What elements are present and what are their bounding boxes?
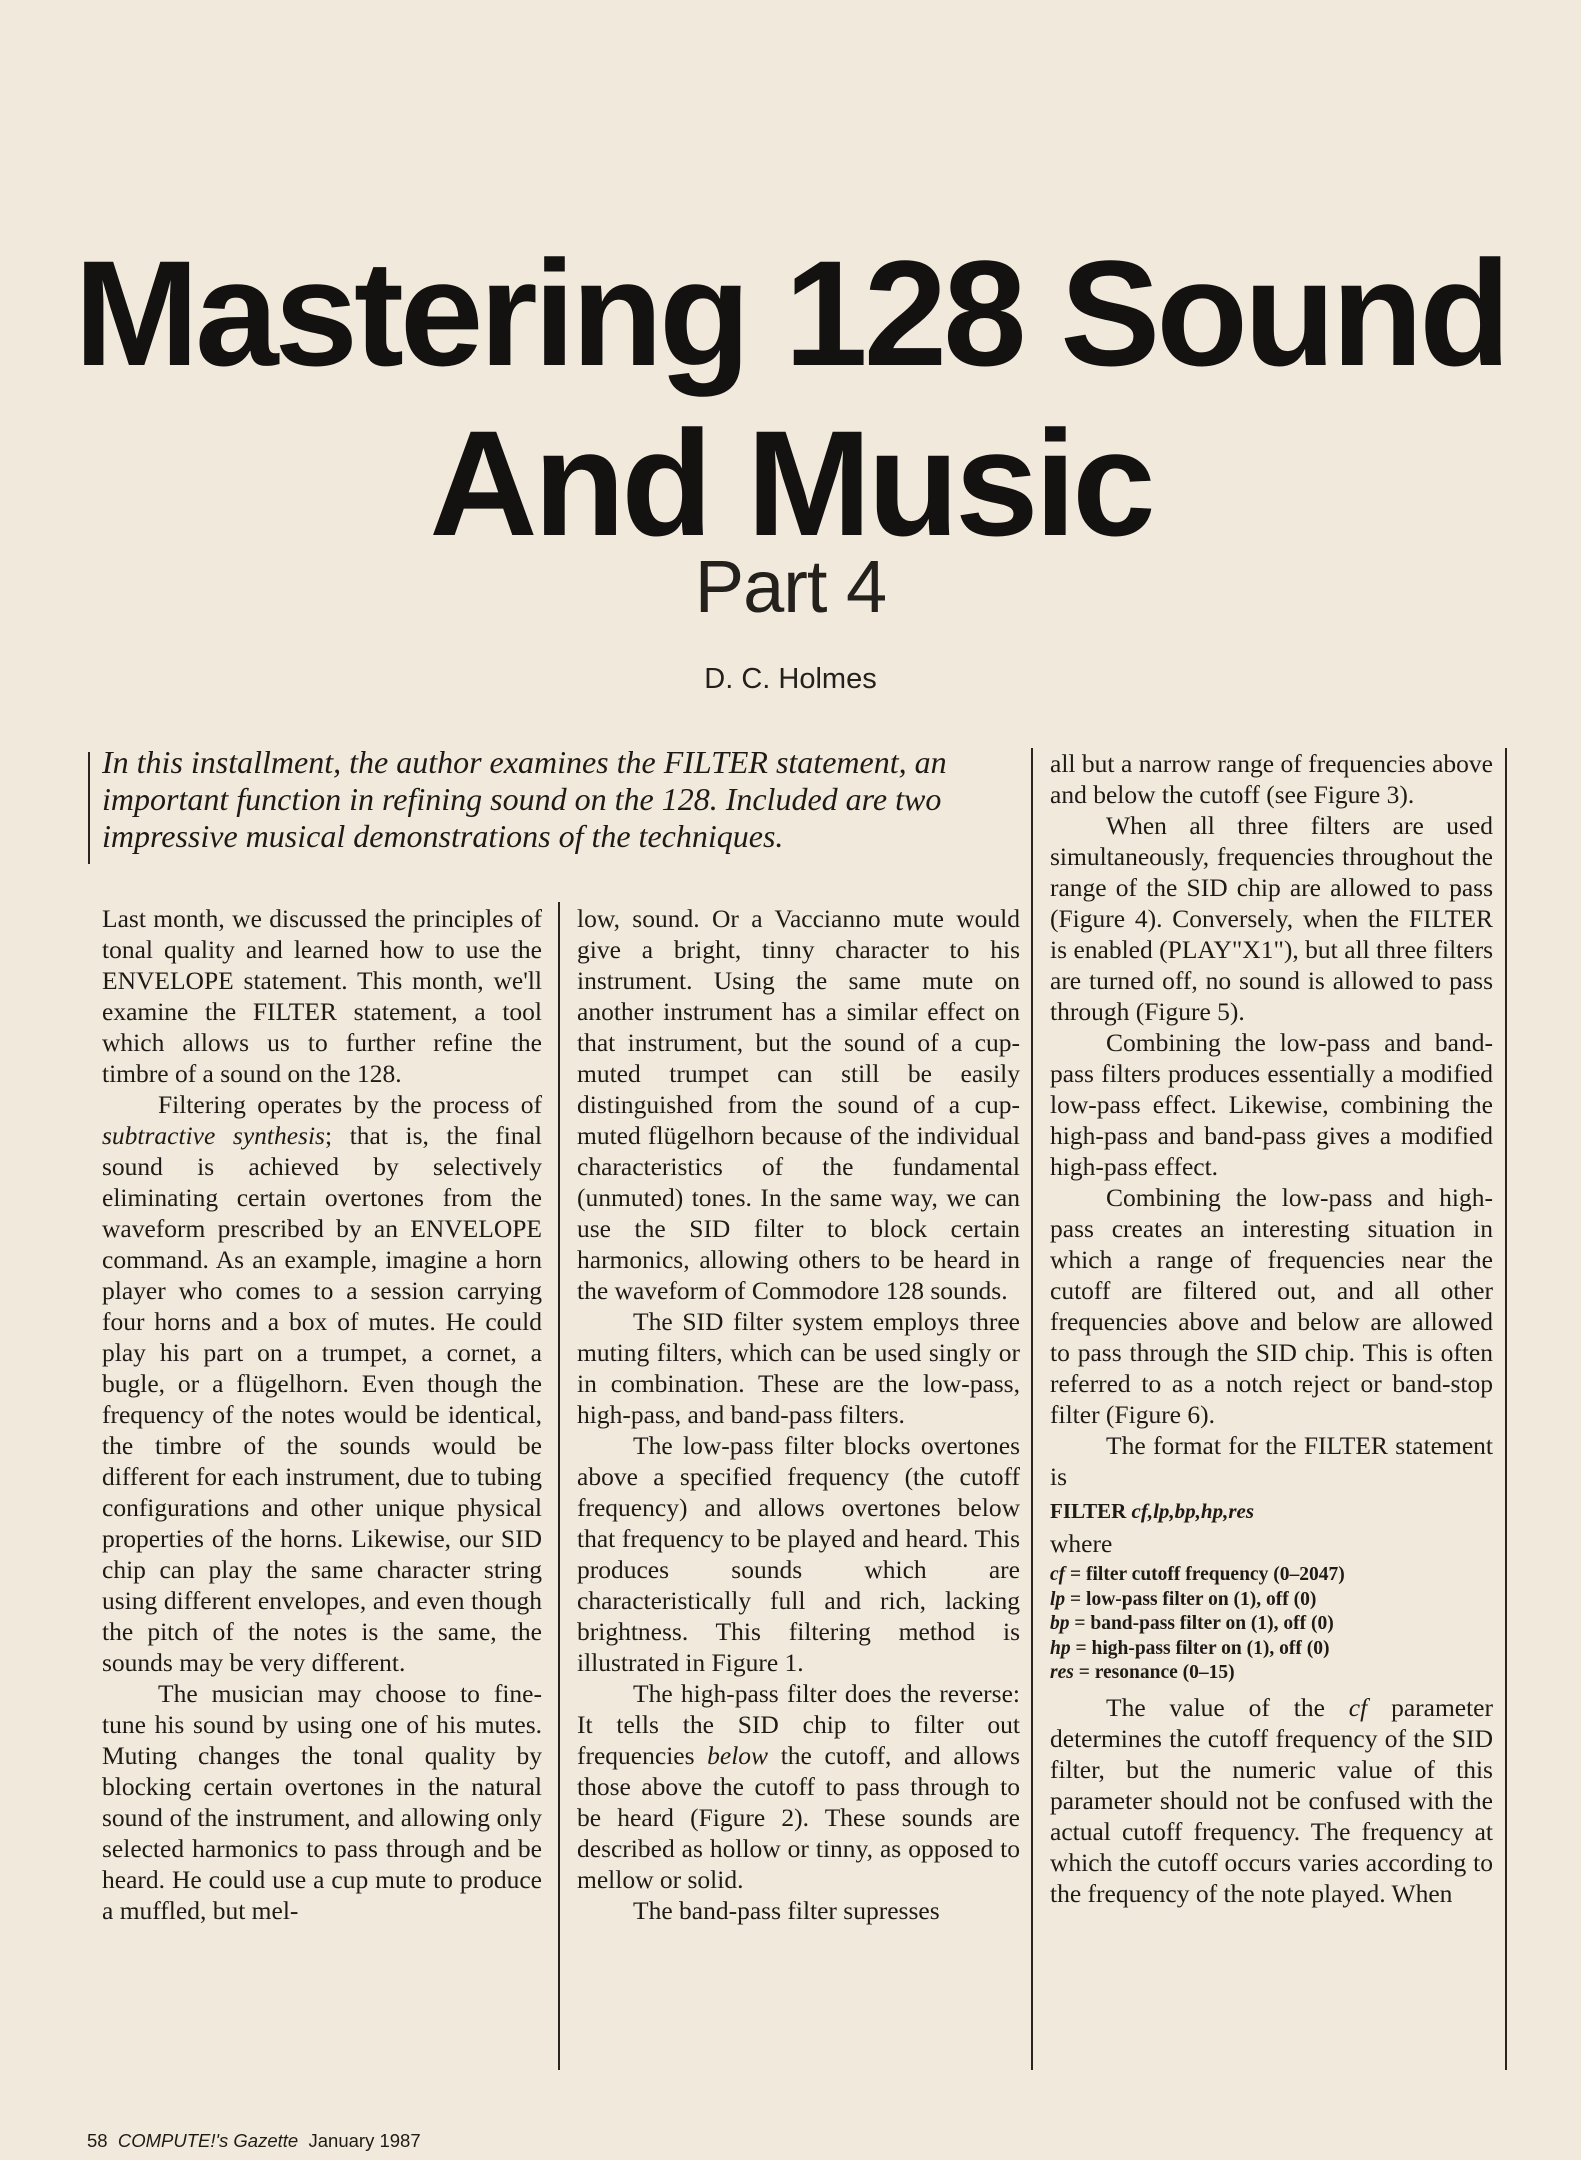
code-keyword: FILTER	[1050, 1499, 1127, 1523]
definition-text: = filter cutoff frequency (0–2047)	[1070, 1564, 1345, 1585]
paragraph: where	[1050, 1529, 1113, 1558]
definition-row	[1050, 1588, 1493, 1613]
paragraph: Combining the low-pass and band-pass filters produces essentially a modified low-pass effect. Likewise, combining the high-pass and band-pass gives a modified high-pass effect.	[1050, 1028, 1493, 1181]
paragraph: Combining the low-pass and high-pass creates an interesting situation in which a range of frequencies near the cutoff are filtered out, and all other frequencies above and below are allowed to pass through the SID chip. This is often referred to as a notch reject or band-stop filter (Figure 6).	[1050, 1183, 1493, 1429]
paragraph	[1050, 1692, 1493, 1909]
column-rule-2	[1031, 748, 1033, 2070]
definition-row	[1050, 1661, 1493, 1686]
paragraph: The low-pass filter blocks overtones above a specified frequency (the cutoff frequency) and allows overtones below that frequency to be played and heard. This produces sounds which are characteristically full and rich, lacking brightness. This filtering method is illustrated in Figure 1.	[577, 1431, 1020, 1677]
page-number: 58	[87, 2130, 108, 2151]
definition-symbol: bp	[1050, 1613, 1070, 1634]
article-column-1	[102, 903, 542, 1926]
text-run: ; that is, the final sound is achieved by selectively eliminating certain overtones from the waveform prescribed by an ENVELOPE command. As an example, imagine a horn player who comes to a session carrying four horns and a box of mutes. He could play his part on a trumpet, a cornet, a bugle, or a flügelhorn. Even though the frequency of the notes would be identical, the timbre of the sounds would be different for each instrument, due to tubing configurations and other unique physical properties of the horns. Likewise, our SID chip can play the same character string using different envelopes, and even though the pitch of the notes is the same, the sounds may be very different.	[102, 1121, 543, 1677]
definition-row	[1050, 1563, 1493, 1588]
page-footer	[87, 2130, 421, 2152]
definition-symbol: res	[1050, 1662, 1074, 1683]
emphasis-term: cf	[1348, 1692, 1368, 1722]
article-author: D. C. Holmes	[704, 663, 877, 695]
article-column-2	[577, 903, 1020, 1926]
article-subtitle: Part 4	[694, 545, 887, 628]
paragraph: The band-pass filter supresses	[633, 1896, 940, 1925]
paragraph: The musician may choose to fine-tune his sound by using one of his mutes. Muting changes the tonal quality by blocking certain overtones in the natural sound of the instrument, and allowing only selected harmonics to pass through and be heard. He could use a cup mute to produce a muffled, but mel-	[102, 1679, 542, 1925]
code-params: cf,lp,bp,hp,res	[1131, 1499, 1255, 1523]
article-title-line-2: And Music	[429, 399, 1152, 567]
column-rule-right	[1505, 748, 1507, 2070]
definition-text: = resonance (0–15)	[1078, 1662, 1235, 1683]
article-title-line-1: Mastering 128 Sound	[74, 229, 1507, 397]
paragraph: The SID filter system employs three muting filters, which can be used singly or in combination. These are the low-pass, high-pass, and band-pass filters.	[577, 1307, 1020, 1429]
paragraph: all but a narrow range of frequencies above and below the cutoff (see Figure 3).	[1050, 749, 1493, 809]
definition-text: = band-pass filter on (1), off (0)	[1074, 1613, 1334, 1634]
definition-row	[1050, 1637, 1493, 1662]
definition-row	[1050, 1612, 1493, 1637]
intro-left-rule	[88, 752, 90, 864]
emphasis-term: below	[707, 1741, 769, 1770]
issue-date: January 1987	[308, 2130, 421, 2151]
paragraph: Last month, we discussed the principles of tonal quality and learned how to use the ENVELOPE statement. This month, we'll examine the FILTER statement, a tool which allows us to further refine the timbre of a sound on the 128.	[102, 904, 542, 1088]
column-rule-1	[558, 902, 560, 2070]
text-run: The value of the	[1106, 1692, 1349, 1722]
text-run: The high-pass filter does the reverse: It tells the SID chip to filter out frequencies	[577, 1679, 1020, 1770]
text-run: parameter determines the cutoff frequency of the SID filter, but the numeric value of this parameter should not be confused with the actual cutoff frequency. The frequency at which the cutoff occurs varies according to the frequency of the note played. When	[1050, 1692, 1493, 1908]
parameter-definitions	[1050, 1563, 1493, 1686]
definition-symbol: hp	[1050, 1637, 1071, 1659]
paragraph: low, sound. Or a Vaccianno mute would give a bright, tinny character to his instrument. Using the same mute on another instrument has a similar effect on that instrument, but the sound of a cup-muted trumpet can still be easily distinguished from the sound of a cup-muted flügelhorn because of the individual characteristics of the fundamental (unmuted) tones. In the same way, we can use the SID filter to block certain harmonics, allowing others to be heard in the waveform of Commodore 128 sounds.	[577, 904, 1020, 1305]
definition-text: = low-pass filter on (1), off (0)	[1070, 1588, 1317, 1610]
paragraph: When all three filters are used simultaneously, frequencies throughout the range of the SID chip are allowed to pass (Figure 4). Conversely, when the FILTER is enabled (PLAY"X1"), but all three filters are turned off, no sound is allowed to pass through (Figure 5).	[1050, 811, 1493, 1026]
emphasis-term: subtractive synthesis	[102, 1121, 325, 1150]
definition-symbol: cf	[1050, 1564, 1066, 1585]
text-run: Filtering operates by the process of	[158, 1090, 542, 1119]
filter-syntax	[1050, 1498, 1493, 1524]
article-intro-deck: In this installment, the author examines the FILTER statement, an important function in refining sound on the 128. Included are two impressive musical demonstrations of the techniques.	[102, 744, 947, 854]
text-run: the cutoff, and allows those above the cutoff to pass through to be heard (Figure 2). These sounds are described as hollow or tinny, as opposed to mellow or solid.	[577, 1741, 1020, 1894]
paragraph	[577, 1678, 1020, 1895]
definition-text: = high-pass filter on (1), off (0)	[1075, 1637, 1330, 1659]
article-column-3	[1050, 748, 1493, 1909]
paragraph: The format for the FILTER statement is	[1050, 1431, 1493, 1491]
paragraph	[102, 1089, 542, 1678]
definition-symbol: lp	[1050, 1588, 1066, 1610]
magazine-name: COMPUTE!'s Gazette	[117, 2130, 299, 2151]
